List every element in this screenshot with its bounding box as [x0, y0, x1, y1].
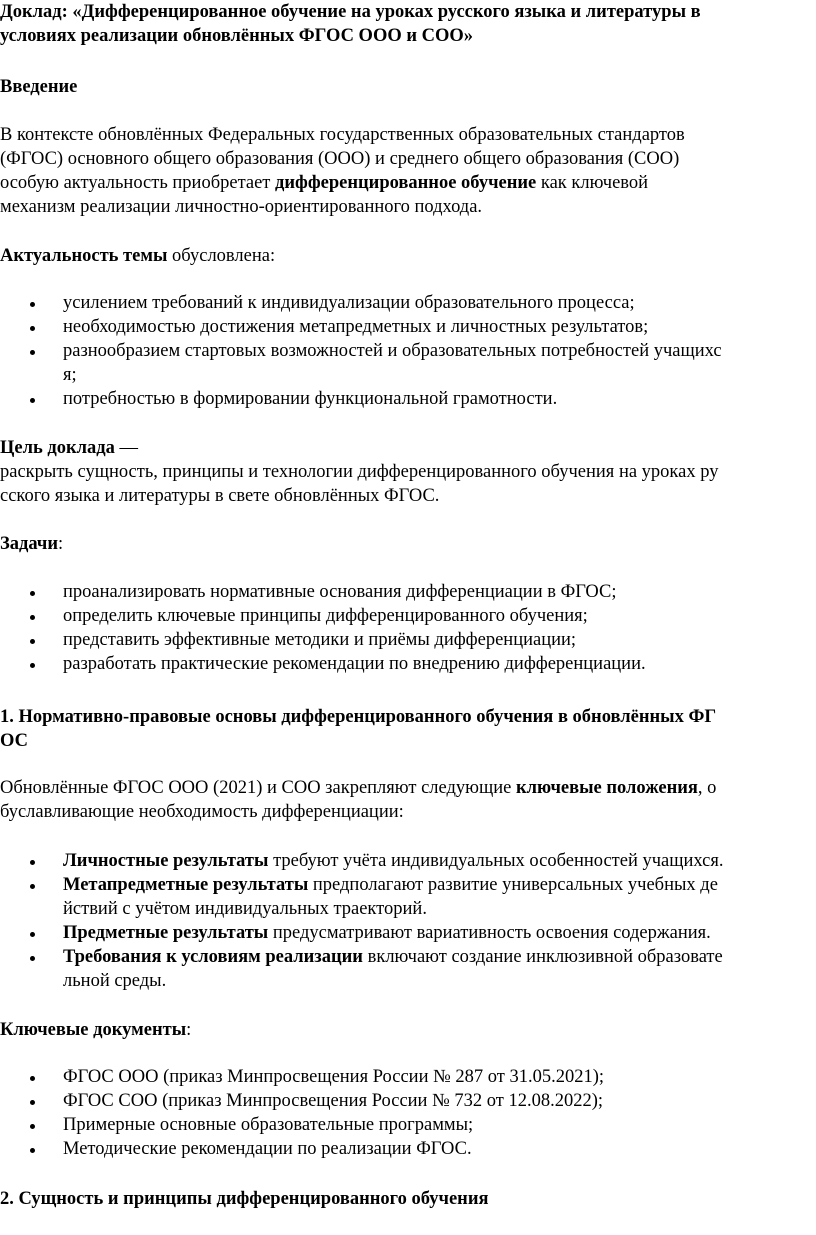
list-item-text: усилением требований к индивидуализации образовательного процесса; — [63, 293, 635, 313]
list-item-text: ФГОС ООО (приказ Минпросвещения России № 287 от 31.05.2021); — [63, 1067, 605, 1087]
bullet-icon — [30, 932, 35, 937]
intro-emphasis: дифференцированное обучение — [275, 173, 537, 193]
section-1-emphasis: ключевые положения — [515, 778, 698, 798]
document-title-line-1: Доклад: «Дифференцированное обучение на уроках русского языка и литературы в — [0, 2, 701, 22]
section-1-paragraph-line-2: буславливающие необходимость дифференциации: — [0, 802, 404, 822]
list-item-text: необходимостью достижения метапредметных и личностных результатов; — [63, 317, 649, 337]
list-item-rest: требуют учёта индивидуальных особенностей учащихся. — [268, 851, 724, 871]
list-item-text: Примерные основные образовательные программы; — [63, 1115, 474, 1135]
relevance-label: Актуальность темы — [0, 246, 168, 266]
section-1-heading-line-2: ОС — [0, 731, 28, 751]
relevance-lead-text: обусловлена: — [167, 246, 276, 266]
list-item-text — [63, 945, 723, 969]
tasks-lead — [0, 532, 63, 556]
intro-paragraph-line-1: В контексте обновлённых Федеральных государственных образовательных стандартов — [0, 125, 685, 145]
list-item-text: представить эффективные методики и приёмы дифференциации; — [63, 630, 577, 650]
key-documents-lead — [0, 1018, 191, 1042]
bullet-icon — [30, 956, 35, 961]
bullet-icon — [30, 326, 35, 331]
list-item-text-wrap: я; — [63, 365, 77, 385]
list-item-text — [63, 849, 723, 873]
bullet-icon — [30, 591, 35, 596]
tasks-label: Задачи — [0, 534, 58, 554]
intro-paragraph-line-4: механизм реализации личностно-ориентированного подхода. — [0, 197, 483, 217]
intro-heading: Введение — [0, 77, 78, 97]
section-1-heading-line-1: 1. Нормативно-правовые основы дифференцированного обучения в обновлённых ФГ — [0, 707, 717, 727]
key-documents-lead-text: : — [186, 1020, 192, 1040]
bullet-icon — [30, 615, 35, 620]
list-item-rest: включают создание инклюзивной образовате — [362, 947, 723, 967]
goal-text-line-1: раскрыть сущность, принципы и технологии дифференцированного обучения на уроках ру — [0, 462, 719, 482]
list-item-bold: Метапредметные результаты — [63, 875, 309, 895]
bullet-icon — [30, 1076, 35, 1081]
list-item-bold: Требования к условиям реализации — [63, 947, 363, 967]
intro-text: особую актуальность приобретает — [0, 173, 276, 193]
list-item-text: потребностью в формировании функциональной грамотности. — [63, 389, 558, 409]
list-item-text: определить ключевые принципы дифференцированного обучения; — [63, 606, 588, 626]
list-item-text: ФГОС СОО (приказ Минпросвещения России № 732 от 12.08.2022); — [63, 1091, 604, 1111]
list-item-text-wrap: льной среды. — [63, 971, 167, 991]
bullet-icon — [30, 1100, 35, 1105]
goal-text-line-2: сского языка и литературы в свете обновлённых ФГОС. — [0, 486, 440, 506]
bullet-icon — [30, 302, 35, 307]
goal-lead — [0, 436, 138, 460]
section-1-text: , о — [697, 778, 717, 798]
list-item-text-wrap: йствий с учётом индивидуальных траекторий. — [63, 899, 427, 919]
bullet-icon — [30, 639, 35, 644]
bullet-icon — [30, 1148, 35, 1153]
bullet-icon — [30, 1124, 35, 1129]
intro-text: как ключевой — [536, 173, 649, 193]
list-item-rest: предусматривают вариативность освоения содержания. — [268, 923, 711, 943]
intro-paragraph-line-2: (ФГОС) основного общего образования (ООО) и среднего общего образования (СОО) — [0, 149, 680, 169]
list-item-text — [63, 921, 711, 945]
list-item-text: проанализировать нормативные основания дифференциации в ФГОС; — [63, 582, 617, 602]
key-documents-label: Ключевые документы — [0, 1020, 187, 1040]
bullet-icon — [30, 663, 35, 668]
document-title-line-2: условиях реализации обновлённых ФГОС ООО и СОО» — [0, 26, 474, 46]
list-item-text — [63, 873, 718, 897]
list-item-text: разработать практические рекомендации по внедрению дифференциации. — [63, 654, 646, 674]
section-1-paragraph-line-1 — [0, 776, 716, 800]
tasks-lead-text: : — [57, 534, 64, 554]
relevance-lead — [0, 244, 275, 268]
bullet-icon — [30, 884, 35, 889]
list-item-bold: Предметные результаты — [63, 923, 269, 943]
list-item-text: разнообразием стартовых возможностей и образовательных потребностей учащихс — [63, 341, 722, 361]
list-item-text: Методические рекомендации по реализации ФГОС. — [63, 1139, 472, 1159]
goal-lead-text: — — [114, 438, 139, 458]
bullet-icon — [30, 350, 35, 355]
goal-label: Цель доклада — [0, 438, 115, 458]
list-item-bold: Личностные результаты — [63, 851, 269, 871]
list-item-rest: предполагают развитие универсальных учебных де — [308, 875, 718, 895]
section-2-heading: 2. Сущность и принципы дифференцированного обучения — [0, 1189, 489, 1209]
bullet-icon — [30, 860, 35, 865]
bullet-icon — [30, 398, 35, 403]
section-1-text: Обновлённые ФГОС ООО (2021) и СОО закрепляют следующие — [0, 778, 516, 798]
intro-paragraph-line-3 — [0, 171, 648, 195]
